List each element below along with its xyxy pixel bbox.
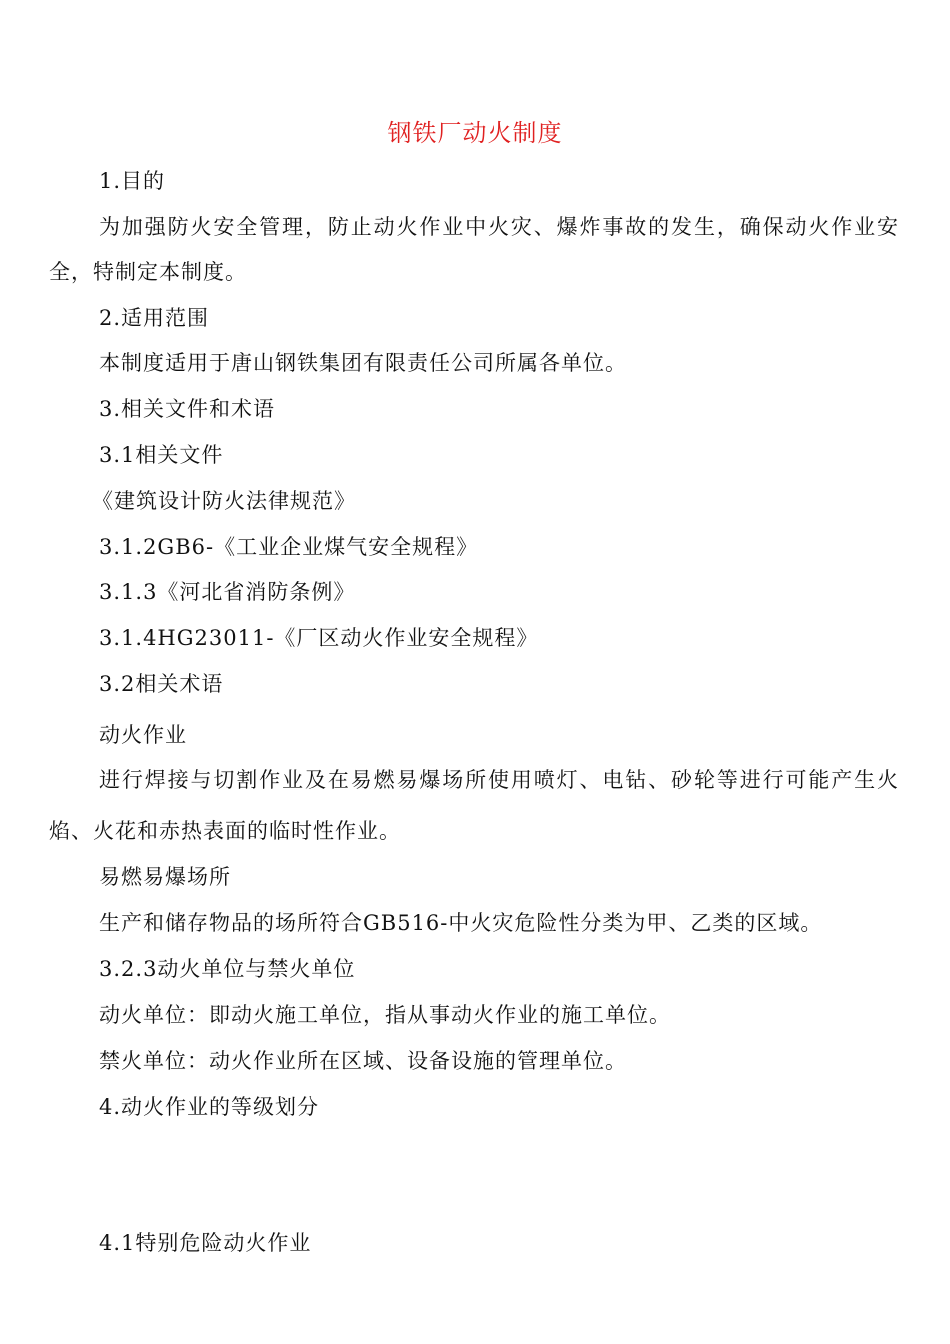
subsection-heading-units: 3.2.3动火单位与禁火单位	[99, 957, 356, 981]
term-flammable-area: 易燃易爆场所	[99, 865, 231, 889]
document-reference-2: 3.1.2GB6-《工业企业煤气安全规程》	[99, 535, 479, 559]
section-heading-documents-terms: 3.相关文件和术语	[99, 397, 276, 421]
definition-hot-work-line-1: 进行焊接与切割作业及在易燃易爆场所使用喷灯、电钻、砂轮等进行可能产生火	[99, 768, 899, 792]
paragraph-scope: 本制度适用于唐山钢铁集团有限责任公司所属各单位。	[99, 351, 627, 375]
subsection-heading-special-hazard: 4.1特别危险动火作业	[99, 1231, 312, 1255]
subsection-heading-related-terms: 3.2相关术语	[99, 672, 224, 696]
document-title: 钢铁厂动火制度	[387, 119, 563, 147]
definition-hot-work-line-2: 焰、火花和赤热表面的临时性作业。	[49, 819, 401, 843]
term-hot-work: 动火作业	[99, 723, 187, 747]
definition-no-fire-unit: 禁火单位：动火作业所在区域、设备设施的管理单位。	[99, 1049, 627, 1073]
definition-hot-work-unit: 动火单位：即动火施工单位，指从事动火作业的施工单位。	[99, 1003, 671, 1027]
subsection-heading-related-documents: 3.1相关文件	[99, 443, 224, 467]
document-reference-4: 3.1.4HG23011-《厂区动火作业安全规程》	[99, 626, 539, 650]
section-heading-classification: 4.动火作业的等级划分	[99, 1095, 320, 1119]
section-heading-purpose: 1.目的	[99, 169, 166, 193]
section-heading-scope: 2.适用范围	[99, 306, 210, 330]
paragraph-purpose-line-2: 全，特制定本制度。	[49, 260, 247, 284]
definition-flammable-area: 生产和储存物品的场所符合GB516-中火灾危险性分类为甲、乙类的区域。	[99, 911, 823, 935]
paragraph-purpose-line-1: 为加强防火安全管理，防止动火作业中火灾、爆炸事故的发生，确保动火作业安	[99, 215, 899, 239]
document-reference-3: 3.1.3《河北省消防条例》	[99, 580, 356, 604]
document-reference-1: 《建筑设计防火法律规范》	[92, 489, 356, 513]
